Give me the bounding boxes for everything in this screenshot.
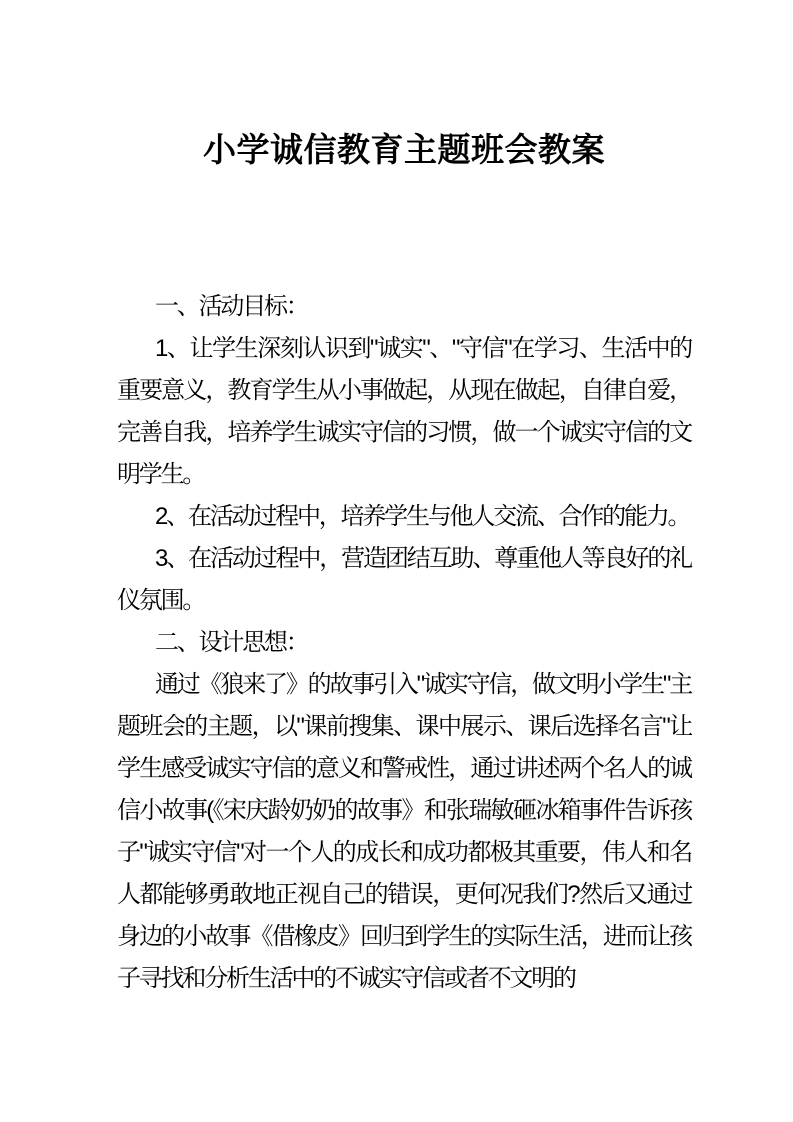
document-title: 小学诚信教育主题班会教案 <box>203 131 605 168</box>
document-body <box>117 286 691 1000</box>
paragraph-goal-2: 2、在活动过程中，培养学生与他人交流、合作的能力。 <box>155 503 690 530</box>
paragraph-activity-goals-heading: 一、活动目标： <box>155 293 308 320</box>
paragraph-design-ideas-heading: 二、设计思想： <box>155 629 308 656</box>
paragraph-goal-1: 1、让学生深刻认识到"诚实"、"守信"在学习、生活中的重要意义，教育学生从小事做起，从现在做起，自律自爱，完善自我，培养学生诚实守信的习惯，做一个诚实守信的文明学生。 <box>117 335 691 488</box>
paragraph-design-ideas-body: 通过《狼来了》的故事引入"诚实守信，做文明小学生"主题班会的主题，以"课前搜集、课中展示、课后选择名言"让学生感受诚实守信的意义和警戒性，通过讲述两个名人的诚信小故事(《宋庆龄奶奶的故事》和张瑞敏砸冰箱事件告诉孩子"诚实守信"对一个人的成长和成功都极其重要，伟人和名人都能够勇敢地正视自己的错误，更何况我们?然后又通过身边的小故事《借橡皮》回归到学生的实际生活，进而让孩子寻找和分析生活中的不诚实守信或者不文明的 <box>117 671 691 992</box>
paragraph-goal-3: 3、在活动过程中，营造团结互助、尊重他人等良好的礼仪氛围。 <box>117 545 691 614</box>
